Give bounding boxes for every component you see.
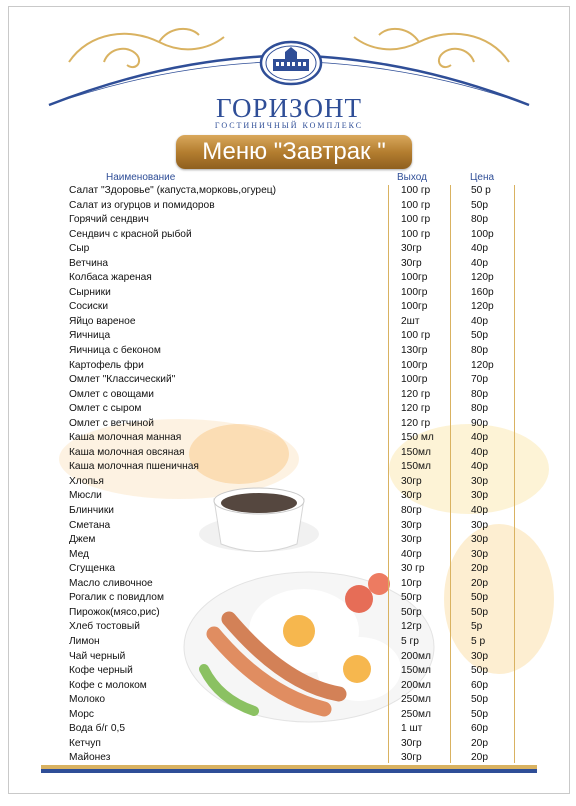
menu-item-row — [9, 591, 569, 606]
menu-item-price: 70р — [471, 374, 488, 386]
menu-item-output: 100гр — [401, 286, 428, 298]
menu-item-row — [9, 286, 569, 301]
menu-item-output: 30 гр — [401, 563, 425, 575]
menu-item-price: 50р — [471, 330, 488, 342]
menu-item-output: 150 мл — [401, 432, 434, 444]
menu-item-price: 50р — [471, 694, 488, 706]
bottom-border — [41, 765, 537, 773]
menu-item-row — [9, 504, 569, 519]
menu-item-price: 5р — [471, 621, 483, 633]
menu-item-output: 250мл — [401, 694, 431, 706]
menu-item-name: Яичница — [69, 330, 111, 342]
menu-item-price: 30р — [471, 490, 488, 502]
menu-item-price: 20р — [471, 752, 488, 764]
menu-item-name: Лимон — [69, 635, 100, 647]
column-header-price: Цена — [470, 172, 495, 183]
menu-item-row — [9, 315, 569, 330]
menu-item-name: Кофе черный — [69, 665, 133, 677]
menu-item-name: Омлет "Классический" — [69, 374, 176, 386]
menu-item-row — [9, 402, 569, 417]
menu-item-output: 150мл — [401, 665, 431, 677]
column-header-output: Выход — [397, 172, 427, 183]
menu-item-price: 50р — [471, 665, 488, 677]
menu-item-row — [9, 242, 569, 257]
menu-item-row — [9, 388, 569, 403]
menu-item-price: 40р — [471, 505, 488, 517]
menu-item-name: Омлет с сыром — [69, 403, 142, 415]
menu-item-row — [9, 577, 569, 592]
menu-item-output: 150мл — [401, 461, 431, 473]
menu-item-row — [9, 271, 569, 286]
menu-item-output: 120 гр — [401, 403, 431, 415]
menu-item-row — [9, 475, 569, 490]
menu-item-price: 80р — [471, 388, 488, 400]
menu-item-name: Сыр — [69, 243, 90, 255]
menu-item-row — [9, 722, 569, 737]
menu-item-price: 30р — [471, 548, 488, 560]
menu-item-price: 90р — [471, 417, 488, 429]
column-header-name: Наименование — [106, 172, 176, 183]
menu-item-output: 30гр — [401, 475, 422, 487]
menu-item-name: Каша молочная овсяная — [69, 446, 185, 458]
menu-item-price: 40р — [471, 461, 488, 473]
menu-item-output: 100 гр — [401, 330, 431, 342]
menu-item-output: 100 гр — [401, 228, 431, 240]
menu-item-output: 30гр — [401, 490, 422, 502]
menu-item-output: 150мл — [401, 446, 431, 458]
menu-item-price: 20р — [471, 737, 488, 749]
menu-item-price: 30р — [471, 534, 488, 546]
menu-item-row — [9, 184, 569, 199]
menu-item-row — [9, 431, 569, 446]
menu-item-row — [9, 533, 569, 548]
menu-item-output: 130гр — [401, 345, 428, 357]
menu-item-row — [9, 446, 569, 461]
menu-item-name: Сырники — [69, 286, 111, 298]
menu-item-name: Джем — [69, 534, 96, 546]
menu-item-row — [9, 679, 569, 694]
menu-item-price: 5 р — [471, 635, 486, 647]
menu-item-price: 160р — [471, 286, 494, 298]
menu-item-price: 30р — [471, 475, 488, 487]
menu-item-output: 12гр — [401, 621, 422, 633]
menu-item-row — [9, 359, 569, 374]
menu-item-row — [9, 213, 569, 228]
menu-item-price: 20р — [471, 563, 488, 575]
menu-item-price: 40р — [471, 315, 488, 327]
menu-item-name: Сгущенка — [69, 563, 116, 575]
menu-item-output: 1 шт — [401, 723, 423, 735]
menu-item-row — [9, 300, 569, 315]
menu-item-output: 120 гр — [401, 417, 431, 429]
menu-item-output: 100гр — [401, 301, 428, 313]
menu-item-output: 120 гр — [401, 388, 431, 400]
menu-item-price: 80р — [471, 345, 488, 357]
menu-item-row — [9, 664, 569, 679]
menu-item-name: Блинчики — [69, 505, 114, 517]
menu-item-output: 100гр — [401, 359, 428, 371]
menu-item-price: 40р — [471, 243, 488, 255]
menu-item-price: 50р — [471, 592, 488, 604]
menu-item-name: Пирожок(мясо,рис) — [69, 606, 160, 618]
menu-item-name: Горячий сендвич — [69, 214, 149, 226]
menu-item-price: 40р — [471, 257, 488, 269]
menu-item-output: 30гр — [401, 243, 422, 255]
menu-item-row — [9, 620, 569, 635]
menu-title: Меню "Завтрак " — [176, 135, 412, 169]
menu-item-name: Каша молочная манная — [69, 432, 182, 444]
menu-item-output: 30гр — [401, 752, 422, 764]
menu-item-name: Чай черный — [69, 650, 126, 662]
menu-item-name: Сендвич с красной рыбой — [69, 228, 192, 240]
menu-item-row — [9, 519, 569, 534]
menu-item-name: Рогалик с повидлом — [69, 592, 164, 604]
menu-item-name: Омлет с ветчиной — [69, 417, 154, 429]
menu-item-name: Майонез — [69, 752, 111, 764]
menu-item-row — [9, 199, 569, 214]
menu-item-output: 2шт — [401, 315, 420, 327]
menu-item-row — [9, 635, 569, 650]
menu-item-name: Ветчина — [69, 257, 109, 269]
menu-item-name: Омлет с овощами — [69, 388, 154, 400]
menu-item-row — [9, 489, 569, 504]
menu-item-row — [9, 373, 569, 388]
menu-list — [9, 184, 569, 766]
menu-item-output: 30гр — [401, 737, 422, 749]
menu-item-row — [9, 460, 569, 475]
menu-item-name: Кофе с молоком — [69, 679, 147, 691]
menu-item-name: Сосиски — [69, 301, 109, 313]
menu-item-row — [9, 417, 569, 432]
menu-item-row — [9, 708, 569, 723]
menu-item-name: Каша молочная пшеничная — [69, 461, 199, 473]
menu-item-output: 30гр — [401, 257, 422, 269]
menu-item-output: 100гр — [401, 272, 428, 284]
menu-item-name: Сметана — [69, 519, 111, 531]
menu-item-price: 30р — [471, 650, 488, 662]
menu-item-row — [9, 737, 569, 752]
menu-item-row — [9, 562, 569, 577]
menu-item-price: 120р — [471, 301, 494, 313]
menu-item-row — [9, 751, 569, 766]
menu-item-row — [9, 329, 569, 344]
menu-item-name: Хлеб тостовый — [69, 621, 140, 633]
menu-item-price: 20р — [471, 577, 488, 589]
menu-item-name: Салат из огурцов и помидоров — [69, 199, 215, 211]
brand-name: ГОРИЗОНТ — [216, 93, 362, 123]
menu-item-name: Мед — [69, 548, 89, 560]
menu-item-name: Морс — [69, 708, 95, 720]
menu-item-price: 120р — [471, 272, 494, 284]
brand-subtitle: ГОСТИНИЧНЫЙ КОМПЛЕКС — [214, 121, 364, 130]
menu-item-price: 50р — [471, 606, 488, 618]
menu-item-output: 250мл — [401, 708, 431, 720]
menu-item-row — [9, 548, 569, 563]
menu-item-output: 100 гр — [401, 214, 431, 226]
menu-item-row — [9, 228, 569, 243]
menu-sheet — [8, 6, 570, 794]
menu-item-price: 120р — [471, 359, 494, 371]
menu-item-output: 40гр — [401, 548, 422, 560]
menu-item-price: 40р — [471, 432, 488, 444]
menu-item-name: Салат "Здоровье" (капуста,морковь,огурец) — [69, 185, 276, 196]
menu-item-output: 10гр — [401, 577, 422, 589]
menu-item-price: 60р — [471, 679, 488, 691]
menu-item-output: 50гр — [401, 592, 422, 604]
menu-item-name: Вода б/г 0,5 — [69, 723, 126, 735]
menu-item-price: 80р — [471, 403, 488, 415]
menu-item-row — [9, 650, 569, 665]
menu-item-name: Колбаса жареная — [69, 272, 152, 284]
menu-item-name: Хлопья — [69, 475, 104, 487]
menu-item-output: 200мл — [401, 650, 431, 662]
menu-item-output: 30гр — [401, 534, 422, 546]
menu-item-output: 80гр — [401, 505, 422, 517]
menu-item-name: Мюсли — [69, 490, 102, 502]
menu-item-name: Кетчуп — [69, 737, 101, 749]
menu-item-price: 30р — [471, 519, 488, 531]
menu-item-name: Масло сливочное — [69, 577, 153, 589]
menu-item-name: Яичница с беконом — [69, 345, 161, 357]
hotel-building-emblem-icon — [259, 39, 323, 87]
menu-item-row — [9, 344, 569, 359]
menu-item-output: 100 гр — [401, 185, 431, 196]
menu-item-price: 50р — [471, 708, 488, 720]
menu-item-price: 50р — [471, 199, 488, 211]
menu-item-row — [9, 257, 569, 272]
menu-item-name: Молоко — [69, 694, 106, 706]
menu-item-output: 5 гр — [401, 635, 419, 647]
menu-item-output: 50гр — [401, 606, 422, 618]
menu-item-output: 100гр — [401, 374, 428, 386]
menu-item-row — [9, 693, 569, 708]
menu-item-price: 100р — [471, 228, 494, 240]
menu-item-output: 30гр — [401, 519, 422, 531]
menu-item-row — [9, 606, 569, 621]
menu-item-output: 200мл — [401, 679, 431, 691]
menu-item-name: Картофель фри — [69, 359, 144, 371]
menu-item-price: 80р — [471, 214, 488, 226]
menu-item-price: 60р — [471, 723, 488, 735]
menu-item-name: Яйцо вареное — [69, 315, 136, 327]
menu-item-output: 100 гр — [401, 199, 431, 211]
menu-item-price: 50 р — [471, 185, 491, 196]
menu-item-price: 40р — [471, 446, 488, 458]
